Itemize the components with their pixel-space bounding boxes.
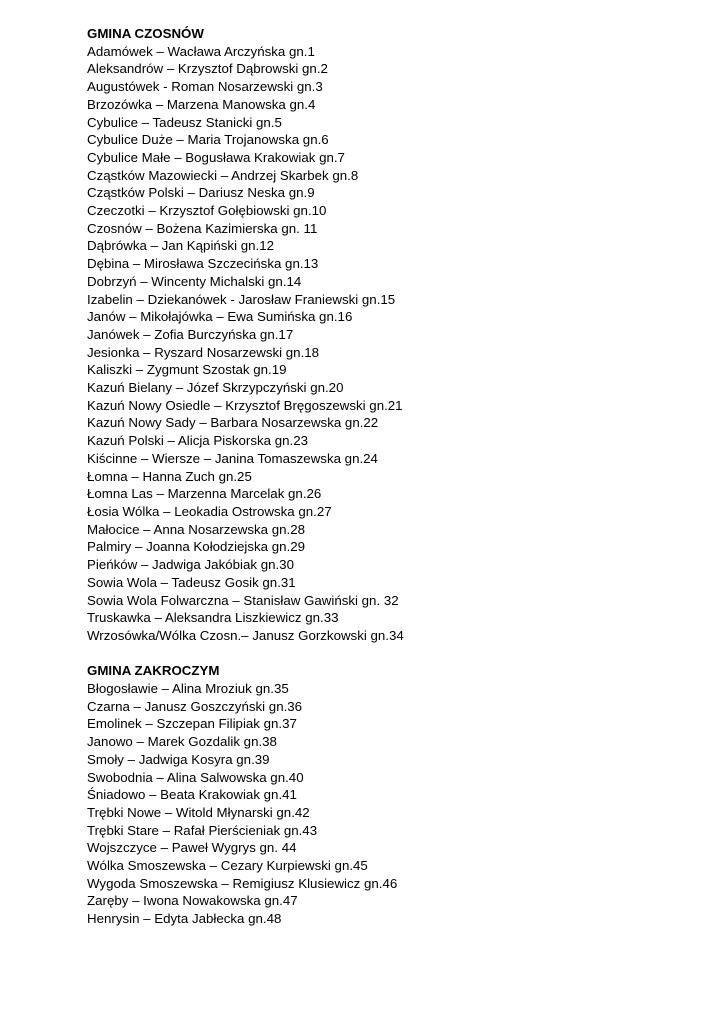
list-item: Janówek – Zofia Burczyńska gn.17 xyxy=(87,326,294,342)
list-item: Łomna – Hanna Zuch gn.25 xyxy=(87,468,252,484)
list-item: Janowo – Marek Gozdalik gn.38 xyxy=(87,734,277,750)
list-item: Jesionka – Ryszard Nosarzewski gn.18 xyxy=(87,344,320,360)
list-item: Smoły – Jadwiga Kosyra gn.39 xyxy=(87,751,270,767)
list-item: Cybulice Duże – Maria Trojanowska gn.6 xyxy=(87,132,329,148)
list-item: Cybulice Małe – Bogusława Krakowiak gn.7 xyxy=(87,149,345,165)
list-item: Dąbrówka – Jan Kąpiński gn.12 xyxy=(87,238,275,254)
list-item: Cząstków Mazowiecki – Andrzej Skarbek gn.8 xyxy=(87,167,359,183)
list-item: Palmiry – Joanna Kołodziejska gn.29 xyxy=(87,539,306,555)
section-gmina-czosnow xyxy=(87,25,707,645)
list-item: Wojszczyce – Paweł Wygrys gn. 44 xyxy=(87,840,297,856)
list-item: Emolinek – Szczepan Filipiak gn.37 xyxy=(87,716,297,732)
list-item: Brzozówka – Marzena Manowska gn.4 xyxy=(87,96,316,112)
list-item: Adamówek – Wacława Arczyńska gn.1 xyxy=(87,43,315,59)
entry-list xyxy=(87,43,707,645)
section-gmina-zakroczym xyxy=(87,662,707,928)
list-item: Aleksandrów – Krzysztof Dąbrowski gn.2 xyxy=(87,61,328,77)
list-item: Trębki Stare – Rafał Pierścieniak gn.43 xyxy=(87,822,318,838)
list-item: Augustówek - Roman Nosarzewski gn.3 xyxy=(87,79,323,95)
list-item: Kaliszki – Zygmunt Szostak gn.19 xyxy=(87,362,287,378)
list-item: Kiścinne – Wiersze – Janina Tomaszewska gn.24 xyxy=(87,450,378,466)
section-title: GMINA CZOSNÓW xyxy=(87,26,204,41)
list-item: Kazuń Bielany – Józef Skrzypczyński gn.20 xyxy=(87,380,344,396)
list-item: Czosnów – Bożena Kazimierska gn. 11 xyxy=(87,220,318,236)
list-item: Dębina – Mirosława Szczecińska gn.13 xyxy=(87,256,319,272)
list-item: Pieńków – Jadwiga Jakóbiak gn.30 xyxy=(87,557,294,573)
list-item: Małocice – Anna Nosarzewska gn.28 xyxy=(87,521,306,537)
list-item: Śniadowo – Beata Krakowiak gn.41 xyxy=(87,787,297,803)
list-item: Janów – Mikołajówka – Ewa Sumińska gn.16 xyxy=(87,309,353,325)
list-item: Izabelin – Dziekanówek - Jarosław Franiewski gn.15 xyxy=(87,291,396,307)
list-item: Łosia Wólka – Leokadia Ostrowska gn.27 xyxy=(87,503,332,519)
list-item: Wygoda Smoszewska – Remigiusz Klusiewicz gn.46 xyxy=(87,875,398,891)
list-item: Sowia Wola Folwarczna – Stanisław Gawiński gn. 32 xyxy=(87,592,399,608)
list-item: Swobodnia – Alina Salwowska gn.40 xyxy=(87,769,304,785)
list-item: Kazuń Polski – Alicja Piskorska gn.23 xyxy=(87,433,308,449)
section-spacer xyxy=(87,645,707,663)
list-item: Kazuń Nowy Osiedle – Krzysztof Bręgoszewski gn.21 xyxy=(87,397,403,413)
list-item: Kazuń Nowy Sady – Barbara Nosarzewska gn.22 xyxy=(87,415,379,431)
list-item: Dobrzyń – Wincenty Michalski gn.14 xyxy=(87,273,302,289)
document-page xyxy=(87,25,707,928)
list-item: Cybulice – Tadeusz Stanicki gn.5 xyxy=(87,114,282,130)
list-item: Czarna – Janusz Goszczyński gn.36 xyxy=(87,698,303,714)
list-item: Błogosławie – Alina Mroziuk gn.35 xyxy=(87,681,289,696)
list-item: Wrzosówka/Wólka Czosn.– Janusz Gorzkowski gn.34 xyxy=(87,627,404,643)
list-item: Wólka Smoszewska – Cezary Kurpiewski gn.45 xyxy=(87,858,368,874)
section-title: GMINA ZAKROCZYM xyxy=(87,663,220,679)
list-item: Sowia Wola – Tadeusz Gosik gn.31 xyxy=(87,574,296,590)
list-item: Cząstków Polski – Dariusz Neska gn.9 xyxy=(87,185,315,201)
list-item: Czeczotki – Krzysztof Gołębiowski gn.10 xyxy=(87,203,327,219)
entry-list xyxy=(87,680,707,928)
list-item: Truskawka – Aleksandra Liszkiewicz gn.33 xyxy=(87,610,339,626)
list-item: Henrysin – Edyta Jabłecka gn.48 xyxy=(87,911,282,927)
list-item: Zaręby – Iwona Nowakowska gn.47 xyxy=(87,893,298,909)
list-item: Trębki Nowe – Witold Młynarski gn.42 xyxy=(87,804,310,820)
list-item: Łomna Las – Marzenna Marcelak gn.26 xyxy=(87,486,322,502)
